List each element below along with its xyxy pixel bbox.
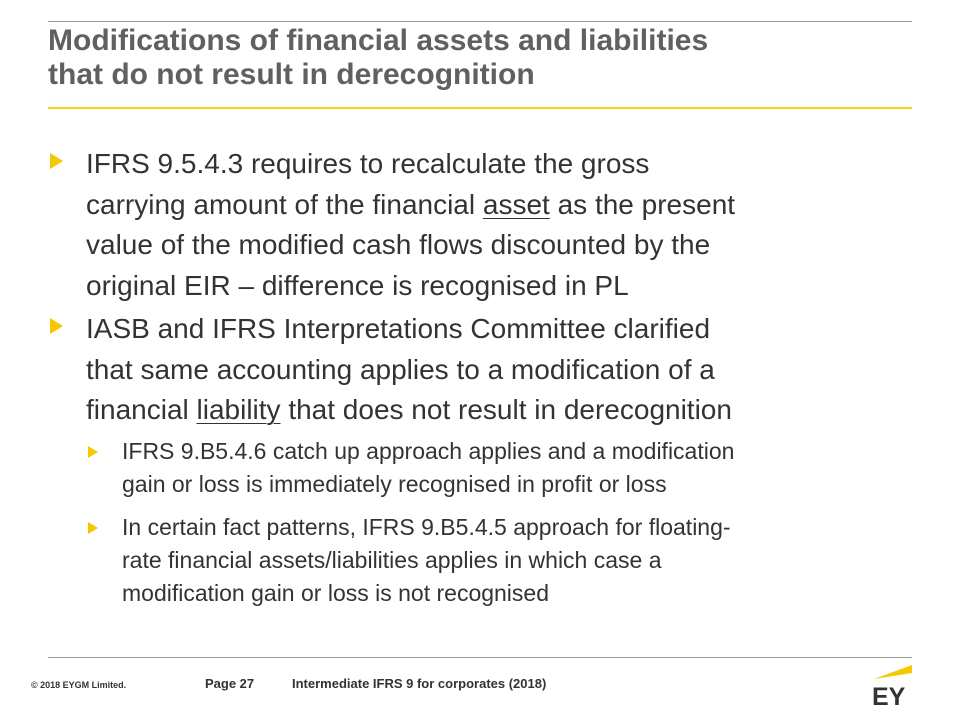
bullet-2-line-2: that same accounting applies to a modification of a <box>86 353 715 385</box>
sub-bullet-arrow-icon <box>88 522 98 534</box>
bullet-1 <box>48 144 912 306</box>
sub-bullet-2-line-2: rate financial assets/liabilities applies in which case a <box>122 546 662 573</box>
bullet-1-line-1: IFRS 9.5.4.3 requires to recalculate the gross <box>86 148 650 179</box>
copyright-notice: © 2018 EYGM Limited. <box>31 680 127 690</box>
slide-title <box>48 24 912 92</box>
sub-bullet-2-line-1: In certain fact patterns, IFRS 9.B5.4.5 approach for floating- <box>122 513 731 540</box>
ey-logo-beam-icon <box>874 665 912 679</box>
bullet-1-line-2: carrying amount of the financial asset as the present <box>86 188 736 220</box>
course-title: Intermediate IFRS 9 for corporates (2018) <box>292 676 547 691</box>
ey-logo-text: EY <box>872 683 906 708</box>
ey-logo <box>868 660 916 708</box>
top-divider <box>48 21 912 22</box>
sub-bullet-1-line-2: gain or loss is immediately recognised in profit or loss <box>122 470 667 497</box>
footer-divider <box>48 657 912 658</box>
slide-body <box>48 144 912 620</box>
underlined-asset: asset <box>482 188 550 220</box>
sub-bullet-2-line-3: modification gain or loss is not recognised <box>122 579 550 606</box>
sub-bullet-2 <box>86 511 912 610</box>
bullet-arrow-icon <box>50 153 63 169</box>
title-underline <box>48 107 912 109</box>
bullet-2 <box>48 309 912 431</box>
sub-bullet-1 <box>86 435 912 501</box>
title-line-2: that do not result in derecognition <box>48 58 535 91</box>
page-number: Page 27 <box>205 676 255 691</box>
sub-bullet-1-line-1: IFRS 9.B5.4.6 catch up approach applies and a modification <box>122 437 735 464</box>
title-line-1: Modifications of financial assets and liabilities <box>48 24 709 57</box>
bullet-2-line-1: IASB and IFRS Interpretations Committee clarified <box>86 313 711 344</box>
bullet-1-line-4: original EIR – difference is recognised in PL <box>86 269 629 301</box>
sub-bullet-arrow-icon <box>88 446 98 458</box>
bullet-arrow-icon <box>50 318 63 334</box>
underlined-liability: liability <box>196 394 281 425</box>
bullet-2-line-3: financial liability that does not result in derecognition <box>86 394 732 425</box>
bullet-1-line-3: value of the modified cash flows discounted by the <box>86 229 711 260</box>
